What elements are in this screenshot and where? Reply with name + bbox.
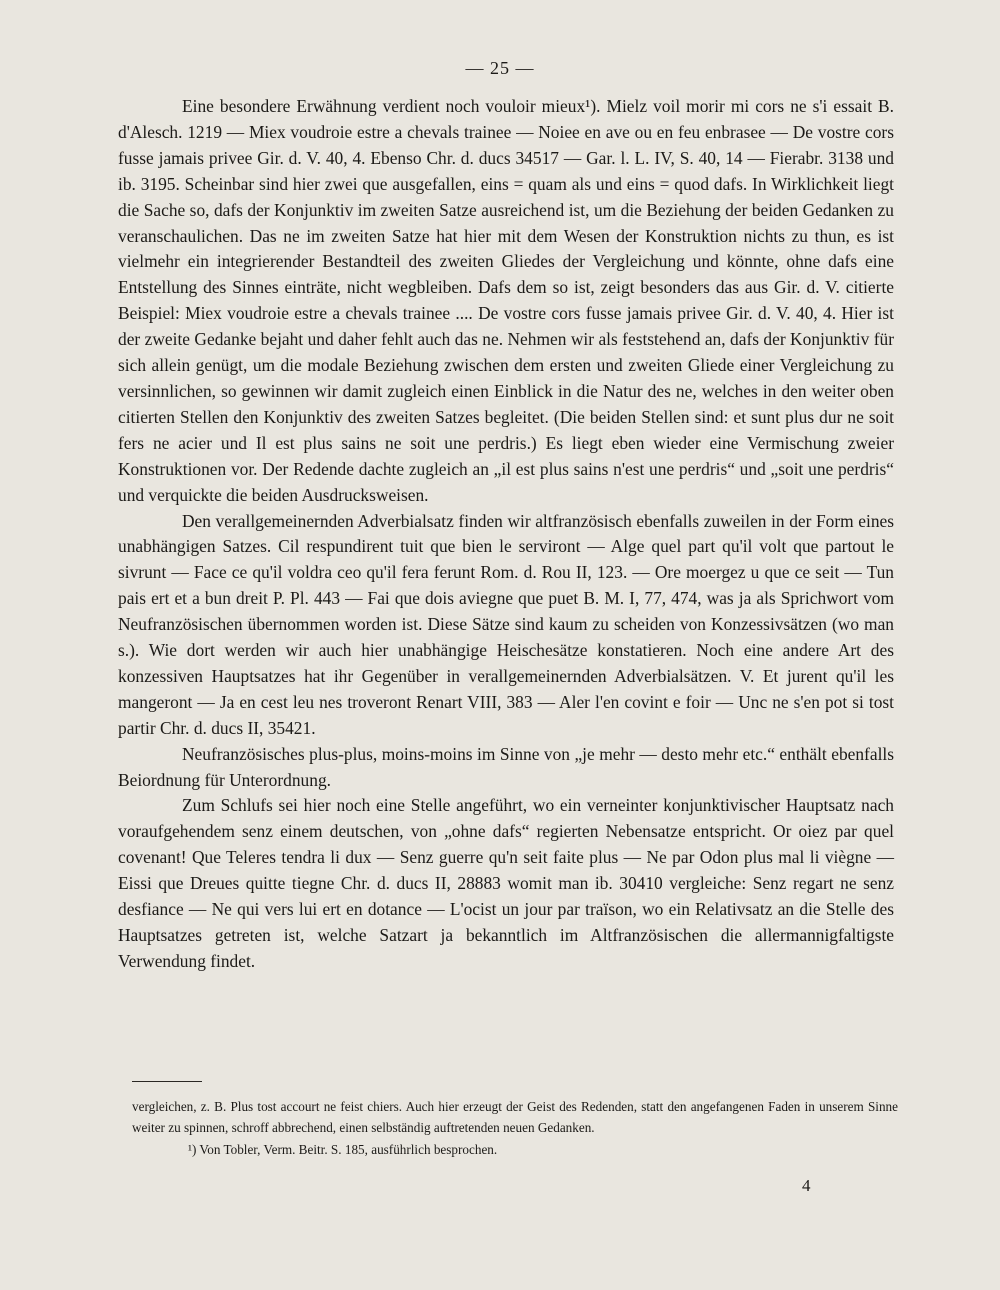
- paragraph: Eine besondere Erwähnung verdient noch vouloir mieux¹). Mielz voil morir mi cors ne s'i essait B. d'Alesch. 1219 — Miex voudroie estre a chevals trainee — Noiee en ave ou en feu enbrasee — De vostre cors fusse jamais privee Gir. d. V. 40, 4. Ebenso Chr. d. ducs 34517 — Gar. l. L. IV, S. 40, 14 — Fierabr. 3138 und ib. 3195. Scheinbar sind hier zwei que ausgefallen, eins = quam als und eins = quod dafs. In Wirklichkeit liegt die Sache so, dafs der Konjunktiv im zweiten Satze ausreichend ist, um die Beziehung der beiden Gedanken zu veranschaulichen. Das ne im zweiten Satze hat hier mit dem Wesen der Konstruktion nichts zu thun, es ist vielmehr ein integrierender Bestandteil des zweiten Gliedes der Vergleichung und könnte, ohne dafs eine Entstellung des Sinnes einträte, nicht wegbleiben. Dafs dem so ist, zeigt besonders das aus Gir. d. V. citierte Beispiel: Miex voudroie estre a chevals trainee .... De vostre cors fusse jamais privee Gir. d. V. 40, 4. Hier ist der zweite Gedanke bejaht und daher fehlt auch das ne. Nehmen wir als feststehend an, dafs der Konjunktiv für sich allein genügt, um die modale Beziehung zwischen dem ersten und zweiten Gliede einer Vergleichung zu versinnlichen, so gewinnen wir damit zugleich einen Einblick in die Natur des ne, welches in den weiter oben citierten Stellen den Konjunktiv des zweiten Satzes begleitet. (Die beiden Stellen sind: et sunt plus dur ne soit fers ne acier und Il est plus sains ne soit une perdris.) Es liegt eben wieder eine Vermischung zweier Konstruktionen vor. Der Redende dachte zugleich an „il est plus sains n'est une perdris“ und „soit une perdris“ und verquickte die beiden Ausdrucksweisen.: [118, 96, 894, 505]
- signature-mark: 4: [802, 1176, 811, 1195]
- footnote-continuation: vergleichen, z. B. Plus tost accourt ne feist chiers. Auch hier erzeugt der Geist des Redenden, statt den angefangenen Faden in unserem Sinne weiter zu spinnen, schroff abbrechend, einen selbständig auftretenden neuen Gedanken.: [132, 1099, 898, 1135]
- footnotes: [132, 1097, 898, 1161]
- footnote-divider: [132, 1081, 202, 1082]
- page-number: — 25 —: [465, 58, 535, 78]
- paragraph: Zum Schlufs sei hier noch eine Stelle angeführt, wo ein verneinter konjunktivischer Hauptsatz nach voraufgehendem senz einem deutschen, von „ohne dafs“ regierten Nebensatze entspricht. Or oiez par quel covenant! Que Teleres tendra li dux — Senz guerre qu'n seit faite plus — Ne par Odon plus mal li viègne — Eissi que Dreues quitte tiegne Chr. d. ducs II, 28883 womit man ib. 30410 vergleiche: Senz regart ne senz desfiance — Ne qui vers lui ert en dotance — L'ocist un jour par traïson, wo ein Relativsatz an die Stelle des Hauptsatzes getreten ist, welche Satzart ja bekanntlich im Altfranzösischen die allermannigfaltigste Verwendung findet.: [118, 795, 894, 971]
- main-text: [118, 94, 894, 975]
- footnote-1: ¹) Von Tobler, Verm. Beitr. S. 185, ausführlich besprochen.: [188, 1142, 498, 1157]
- paragraph: Den verallgemeinernden Adverbialsatz finden wir altfranzösisch ebenfalls zuweilen in der Form eines unabhängigen Satzes. Cil respundirent tuit que bien le serviront — Alge quel part qu'il volt que partout le sivrunt — Face ce qu'il voldra ceo qu'il fera ferunt Rom. d. Rou II, 123. — Ore moergez u que ce seit — Tun pais ert et a bun dreit P. Pl. 443 — Fai que dois aviegne que puet B. M. I, 77, 474, was ja als Sprichwort vom Neufranzösischen übernommen worden ist. Diese Sätze sind kaum zu scheiden von Konzessivsätzen (wo man s.). Wie dort werden wir auch hier unabhängige Heischesätze konstatieren. Noch eine andere Art des konzessiven Hauptsatzes hat ihr Gegenüber in verallgemeinernden Adverbialsätzen. V. Et jurent qu'il les mangeront — Ja en cest leu nes troveront Renart VIII, 383 — Aler l'en covint e foir — Unc ne s'en pot si tost partir Chr. d. ducs II, 35421.: [118, 510, 894, 738]
- paragraph: Neufranzösisches plus-plus, moins-moins im Sinne von „je mehr — desto mehr etc.“ enthält ebenfalls Beiordnung für Unterordnung.: [118, 743, 894, 790]
